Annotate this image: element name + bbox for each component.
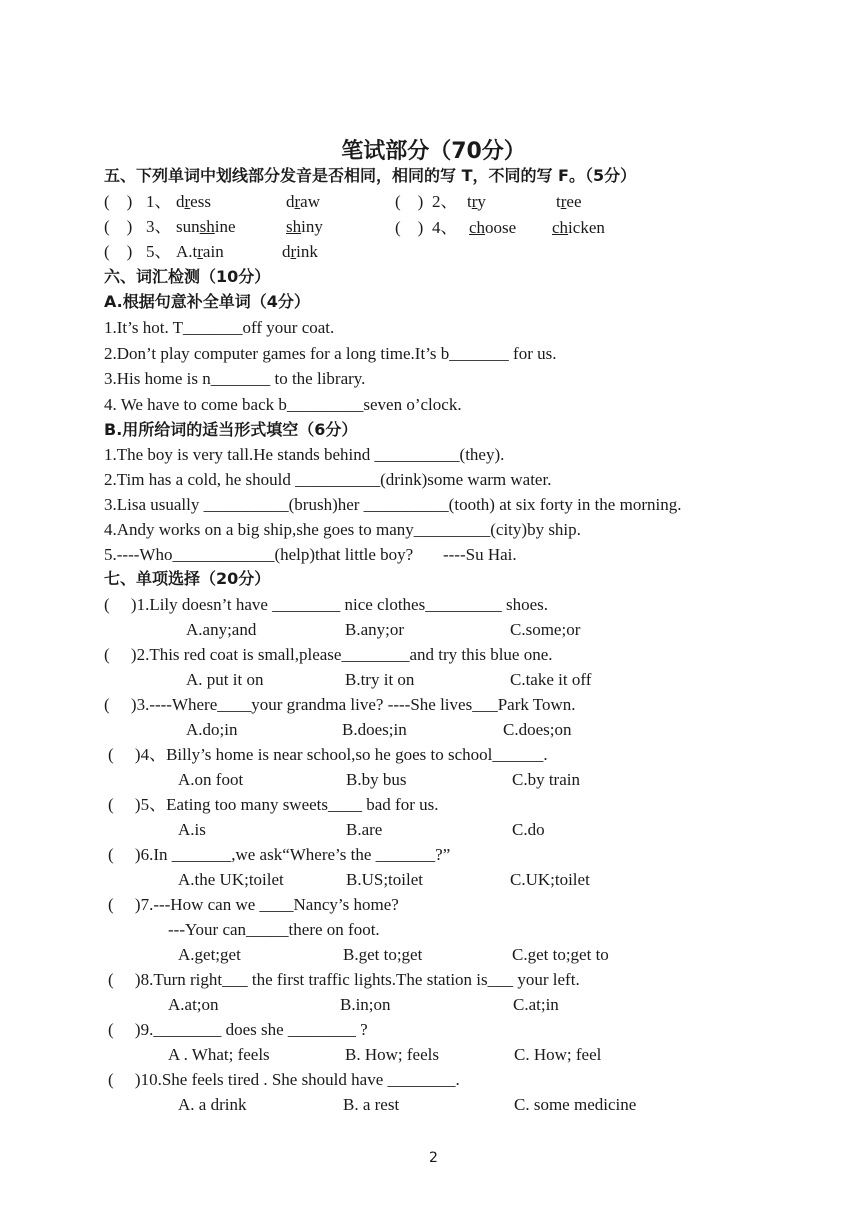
sec7-q4-option-a: A.on foot (178, 770, 244, 789)
sec5-q3-word1: sunshine (176, 217, 236, 236)
sec5-q3-num: 3、 (146, 217, 172, 236)
sec5-q4-paren: ( ) (395, 218, 424, 237)
section6b-heading: B.用所给词的适当形式填空（6分） (104, 420, 358, 439)
sec5-q5-word2: drink (282, 242, 318, 261)
sec7-q9-option-a: A . What; feels (168, 1045, 270, 1064)
sec7-q7: ( )7.---How can we ____Nancy’s home? (108, 895, 399, 914)
sec5-q5-word1: A.train (176, 242, 224, 261)
sec5-q2-word1: try (467, 192, 486, 211)
sec5-q3-word2: shiny (286, 217, 323, 236)
sec7-q6: ( )6.In _______,we ask“Where’s the _______?” (108, 845, 451, 864)
sec5-q4-word2: chicken (552, 218, 605, 237)
sec5-q3-paren: ( ) (104, 217, 133, 236)
sec7-q2-option-c: C.take it off (510, 670, 592, 689)
sec7-q8-option-b: B.in;on (340, 995, 391, 1014)
sec5-q5-paren: ( ) (104, 242, 133, 261)
sec7-q10-option-c: C. some medicine (514, 1095, 637, 1114)
sec7-q8-option-c: C.at;in (513, 995, 559, 1014)
sec5-q1-word2: draw (286, 192, 320, 211)
sec6b-line-3: 3.Lisa usually __________(brush)her __________(tooth) at six forty in the morning. (104, 495, 682, 514)
sec6a-line-3: 3.His home is n_______ to the library. (104, 369, 366, 388)
sec7-q4-option-c: C.by train (512, 770, 580, 789)
sec7-q7-option-b: B.get to;get (343, 945, 423, 964)
sec5-q4-num: 4、 (432, 218, 458, 237)
page-number: 2 (429, 1150, 438, 1166)
sec7-q7-line2: ---Your can_____there on foot. (168, 920, 380, 939)
sec7-q9: ( )9.________ does she ________ ? (108, 1020, 368, 1039)
sec7-q1-option-b: B.any;or (345, 620, 405, 639)
sec7-q7-option-c: C.get to;get to (512, 945, 609, 964)
sec5-q1-num: 1、 (146, 192, 172, 211)
sec6b-line-2: 2.Tim has a cold, he should __________(drink)some warm water. (104, 470, 552, 489)
sec7-q10-option-b: B. a rest (343, 1095, 400, 1114)
sec7-q10-option-a: A. a drink (178, 1095, 247, 1114)
sec7-q1-option-a: A.any;and (186, 620, 257, 639)
section6-heading: 六、词汇检测（10分） (104, 267, 271, 286)
sec6a-line-4: 4. We have to come back b_________seven o’clock. (104, 395, 462, 414)
sec7-q5-option-c: C.do (512, 820, 545, 839)
sec7-q1-option-c: C.some;or (510, 620, 581, 639)
section6a-heading: A.根据句意补全单词（4分） (104, 292, 310, 311)
sec7-q1: ( )1.Lily doesn’t have ________ nice clothes_________ shoes. (104, 595, 548, 614)
sec7-q3-option-b: B.does;in (342, 720, 407, 739)
sec5-q5-num: 5、 (146, 242, 172, 261)
sec7-q3-option-c: C.does;on (503, 720, 572, 739)
sec7-q7-option-a: A.get;get (178, 945, 241, 964)
sec7-q3-option-a: A.do;in (186, 720, 238, 739)
sec5-q1-word1: dress (176, 192, 211, 211)
sec6a-line-1: 1.It’s hot. T_______off your coat. (104, 318, 335, 337)
section7-heading: 七、单项选择（20分） (104, 569, 271, 588)
sec7-q10: ( )10.She feels tired . She should have ________. (108, 1070, 460, 1089)
sec7-q6-option-b: B.US;toilet (346, 870, 423, 889)
sec7-q4-option-b: B.by bus (346, 770, 407, 789)
sec7-q2-option-a: A. put it on (186, 670, 264, 689)
sec5-q2-num: 2、 (432, 192, 458, 211)
sec7-q5-option-a: A.is (178, 820, 206, 839)
sec7-q8-option-a: A.at;on (168, 995, 219, 1014)
page-title: 笔试部分（70分） (341, 139, 526, 164)
section5-heading: 五、下列单词中划线部分发音是否相同，相同的写 T，不同的写 F。（5分） (104, 166, 637, 185)
sec7-q2-option-b: B.try it on (345, 670, 415, 689)
sec5-q2-word2: tree (556, 192, 582, 211)
sec7-q4: ( )4、Billy’s home is near school,so he goes to school______. (108, 745, 548, 764)
sec7-q8: ( )8.Turn right___ the first traffic lights.The station is___ your left. (108, 970, 580, 989)
sec5-q4-word1: choose (469, 218, 517, 237)
sec6a-line-2: 2.Don’t play computer games for a long time.It’s b_______ for us. (104, 344, 557, 363)
sec6b-line-5: 5.----Who____________(help)that little boy? ----Su Hai. (104, 545, 517, 564)
sec7-q5-option-b: B.are (346, 820, 383, 839)
sec7-q9-option-c: C. How; feel (514, 1045, 602, 1064)
sec7-q5: ( )5、Eating too many sweets____ bad for us. (108, 795, 439, 814)
sec6b-line-1: 1.The boy is very tall.He stands behind __________(they). (104, 445, 505, 464)
sec7-q6-option-a: A.the UK;toilet (178, 870, 284, 889)
sec5-q1-paren: ( ) (104, 192, 133, 211)
sec7-q3: ( )3.----Where____your grandma live? ----She lives___Park Town. (104, 695, 576, 714)
sec7-q9-option-b: B. How; feels (345, 1045, 439, 1064)
sec7-q6-option-c: C.UK;toilet (510, 870, 590, 889)
sec5-q2-paren: ( ) (395, 192, 424, 211)
sec6b-line-4: 4.Andy works on a big ship,she goes to many_________(city)by ship. (104, 520, 581, 539)
sec7-q2: ( )2.This red coat is small,please________and try this blue one. (104, 645, 553, 664)
